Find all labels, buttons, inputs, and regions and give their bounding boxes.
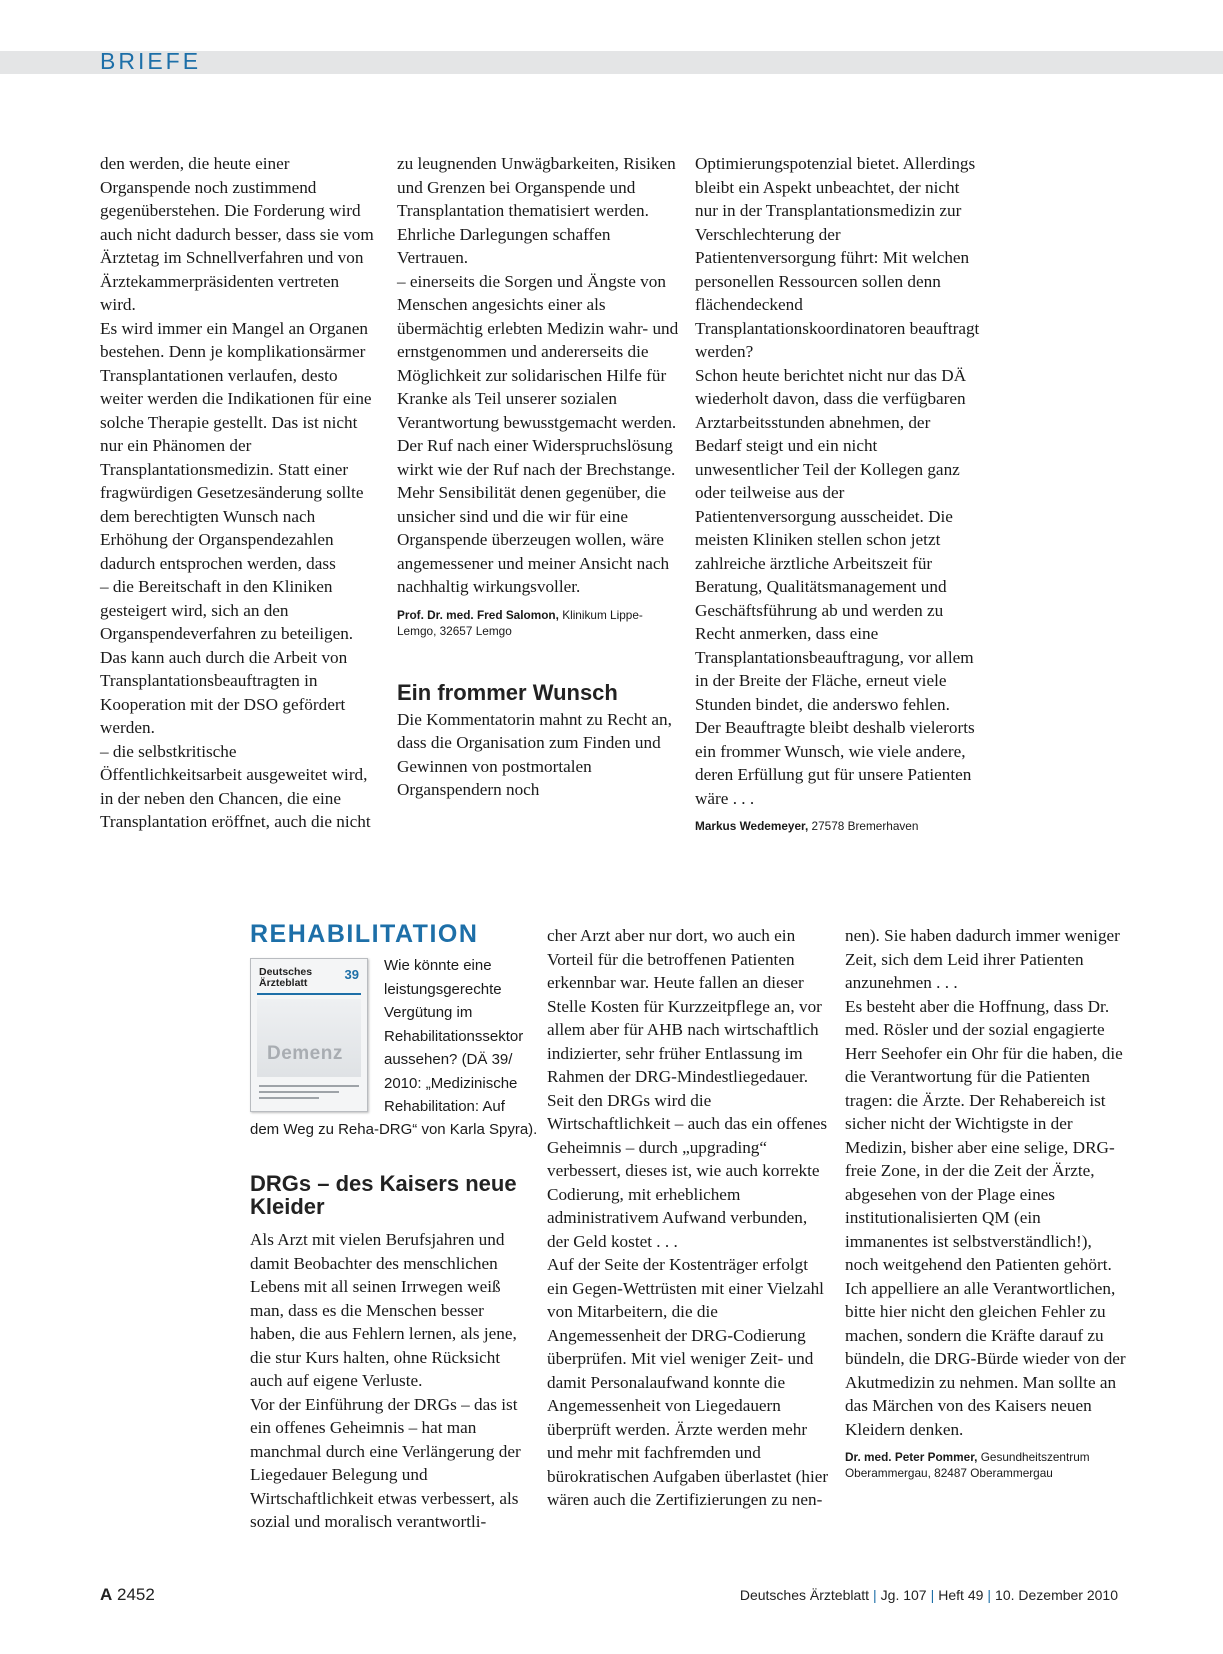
- paragraph: Ich appelliere an alle Verantwortlichen, bitte hier nicht den gleichen Fehler zu machen, sondern die Kräfte darauf zu bündeln, die DRG-Bürde wieder von der Akutmedizin zu nehmen. Man sollte an das Märchen von des Kaisers neuen Kleidern denken.: [845, 1278, 1126, 1439]
- section-title: BRIEFE: [100, 48, 202, 74]
- cover-title: [259, 967, 312, 989]
- cover-title-line: Deutsches: [259, 966, 313, 978]
- journal-volume: Jg. 107: [880, 1587, 927, 1603]
- paragraph: Es wird immer ein Mangel an Organen bestehen. Denn je komplikationsärmer Transplantationen verlaufen, desto weiter werden die Indikationen für eine solche Therapie gestellt. Das ist nicht nur ein Phänomen der Transplantationsmedizin. Statt einer fragwürdigen Gesetzesänderung sollte dem berechtigten Wunsch nach Erhöhung der Organspendezahlen dadurch entsprochen werden, dass: [100, 318, 372, 573]
- letter-column-1: [100, 152, 378, 834]
- journal-footer: [740, 1587, 1118, 1603]
- letter-headline: Ein frommer Wunsch: [397, 679, 618, 705]
- cover-text-lines: [259, 1085, 359, 1103]
- letter-column-4: [250, 1228, 532, 1534]
- cover-issue-number: 39: [344, 967, 359, 982]
- magazine-cover-thumbnail: [250, 958, 368, 1112]
- author-signature: [845, 1449, 1128, 1481]
- paragraph: Schon heute berichtet nicht nur das DÄ wiederholt davon, dass die verfügbaren Arztarbeitsstunden abnehmen, der Bedarf steigt und ein nicht unwesentlicher Teil der Kollegen ganz oder teilweise aus der Patientenversorgung ausscheidet. Die meisten Kliniken stellen schon jetzt zahlreiche ärztliche Arbeitszeit für Beratung, Qualitätsmanagement und Geschäftsführung ab und werden zu Recht anmerken, dass eine Transplantationsbeauftragung, vor allem in der Breite der Fläche, erneut viele Stunden bindet, die anderswo fehlen.: [695, 365, 974, 714]
- author-signature: [397, 607, 682, 639]
- paragraph: cher Arzt aber nur dort, wo auch ein Vorteil für die betroffenen Patienten erkennbar war. Heute fallen an dieser Stelle Kosten für Kurzzeitpflege an, vor allem aber für AHB nach wirtschaftlich indizierter, sehr früher Entlassung im Rahmen der DRG-Mindestliegedauer.: [547, 926, 822, 1086]
- letter-headline: DRGs – des Kaisers neue Kleider: [250, 1171, 517, 1219]
- paragraph: Der Beauftragte bleibt deshalb vielerorts ein frommer Wunsch, wie viele andere, deren Erfüllung gut für unsere Patienten wäre . . .: [695, 718, 975, 808]
- paragraph: Vor der Einführung der DRGs – das ist ein offenes Geheimnis – hat man manchmal durch eine Verlängerung der Liegedauer Belegung und Wirtschaftlichkeit etwas verbessert, als sozial und moralisch verantwortli-: [250, 1394, 521, 1531]
- teaser-text: Wie könnte eine leistungsgerechte Vergütung im Rehabilitationssektor aussehen? (DÄ 39/ 2010: „Medizinische Rehabilitation: Auf: [384, 957, 524, 1115]
- page-number: [100, 1585, 155, 1605]
- cover-rule: [257, 993, 361, 995]
- paragraph: Seit den DRGs wird die Wirtschaftlichkeit – auch das ein offenes Geheimnis – durch „upgrading“ verbessert, dieses ist, wie auch korrekte Codierung, mit erheblichem administrativem Aufwand verbunden, der Geld kostet . . .: [547, 1090, 828, 1251]
- journal-date: 10. Dezember 2010: [995, 1587, 1118, 1603]
- cover-word: Demenz: [267, 1043, 343, 1064]
- paragraph: nen). Sie haben dadurch immer weniger Zeit, sich dem Leid ihrer Patienten anzunehmen . . .: [845, 926, 1120, 992]
- page-number-value: 2452: [112, 1585, 155, 1604]
- separator: |: [873, 1587, 877, 1603]
- journal-name: Deutsches Ärzteblatt: [739, 1587, 870, 1603]
- author-place: 27578 Bremerhaven: [808, 819, 919, 833]
- cover-artwork: [257, 999, 361, 1077]
- paragraph: zu leugnenden Unwägbarkeiten, Risiken und Grenzen bei Organspende und Transplantation thematisiert werden. Ehrliche Darlegungen schaffen Vertrauen.: [397, 154, 676, 267]
- paragraph: den werden, die heute einer Organspende noch zustimmend gegenüberstehen. Die Forderung wird auch nicht dadurch besser, dass sie vom Ärztetag im Schnellverfahren und von Ärztekammerpräsidenten vertreten wird.: [100, 154, 374, 314]
- teaser-text-continued: dem Weg zu Reha-DRG“ von Karla Spyra).: [250, 1121, 538, 1138]
- separator: |: [987, 1587, 992, 1603]
- paragraph: – die Bereitschaft in den Kliniken gesteigert wird, sich an den Organspendeverfahren zu beteiligen. Das kann auch durch die Arbeit von Transplantationsbeauftragten in Kooperation mit der DSO gefördert werden.: [100, 577, 354, 737]
- separator: |: [930, 1587, 935, 1603]
- author-name: Markus Wedemeyer,: [695, 819, 809, 833]
- page-prefix: A: [100, 1585, 113, 1604]
- paragraph: Die Kommentatorin mahnt zu Recht an, dass die Organisation zum Finden und Gewinnen von postmortalen Organspendern noch: [397, 709, 672, 799]
- paragraph: – einerseits die Sorgen und Ängste von Menschen angesichts einer als übermächtig erlebten Medizin wahr- und ernstgenommen und andererseits die Möglichkeit zur solidarischen Hilfe für Kranke als Teil unserer sozialen Verantwortung bewusstgemacht werden.: [397, 271, 679, 432]
- author-place: Gesundheitszentrum Oberammergau, 82487 Oberammergau: [845, 1450, 1090, 1480]
- paragraph: Der Ruf nach einer Widerspruchslösung wirkt wie der Ruf nach der Brechstange. Mehr Sensibilität denen gegenüber, die unsicher sind und die wir für eine Organspende überzeugen wollen, wäre angemessener und meiner Ansicht nach nachhaltig wirkungsvoller.: [397, 436, 676, 596]
- rubric-title: REHABILITATION: [250, 920, 479, 948]
- author-name: Prof. Dr. med. Fred Salomon,: [397, 607, 559, 622]
- journal-issue: Heft 49: [938, 1587, 984, 1603]
- letter-column-5: [547, 924, 832, 1512]
- paragraph: Optimierungspotenzial bietet. Allerdings bleibt ein Aspekt unbeachtet, der nicht nur in der Transplantationsmedizin zur Verschlechterung der Patientenversorgung führt: Mit welchen personellen Ressourcen sollen denn flächendeckend Transplantationskoordinatoren beauftragt werden?: [695, 154, 980, 361]
- paragraph: Als Arzt mit vielen Berufsjahren und damit Beobachter des menschlichen Lebens mit all seinen Irrwegen weiß man, dass es die Menschen besser haben, die aus Fehlern lernen, als jene, die stur Kurs halten, ohne Rücksicht auch auf eigene Verluste.: [250, 1230, 517, 1390]
- letter-column-6: [845, 924, 1128, 1481]
- paragraph: – die selbstkritische Öffentlichkeitsarbeit ausgeweitet wird, in der neben den Chancen, die eine Transplantation eröffnet, auch die nicht: [100, 741, 371, 831]
- paragraph: Auf der Seite der Kostenträger erfolgt ein Gegen-Wettrüsten mit einer Vielzahl von Mitarbeitern, die die Angemessenheit der DRG-Codierung überprüfen. Mit viel weniger Zeit- und damit Personalaufwand konnte die Angemessenheit von Liegedauern überprüft werden. Ärzte werden mehr und mehr mit fachfremden und bürokratischen Aufgaben überlastet (hier wären auch die Zertifizierungen zu nen-: [547, 1255, 829, 1509]
- author-name: Dr. med. Peter Pommer,: [845, 1450, 978, 1464]
- author-place: Klinikum Lippe-Lemgo, 32657 Lemgo: [397, 607, 643, 638]
- paragraph: Es besteht aber die Hoffnung, dass Dr. med. Rösler und der sozial engagierte Herr Seehofer ein Ohr für die haben, die die Verantwortung für die Patienten tragen: die Ärzte. Der Rehabereich ist sicher nicht der Wichtigste in der Medizin, bisher aber eine selige, DRG-freie Zone, in der die Zeit der Ärzte, abgesehen von der Plage eines institutionalisierten QM (ein immanentes ist selbstverständlich!), noch weitgehend den Patienten gehört.: [845, 996, 1123, 1274]
- letter-column-3: [695, 152, 980, 834]
- letter-column-2: [397, 152, 682, 802]
- cover-title-line: Ärzteblatt: [259, 977, 308, 989]
- author-signature: [695, 818, 980, 834]
